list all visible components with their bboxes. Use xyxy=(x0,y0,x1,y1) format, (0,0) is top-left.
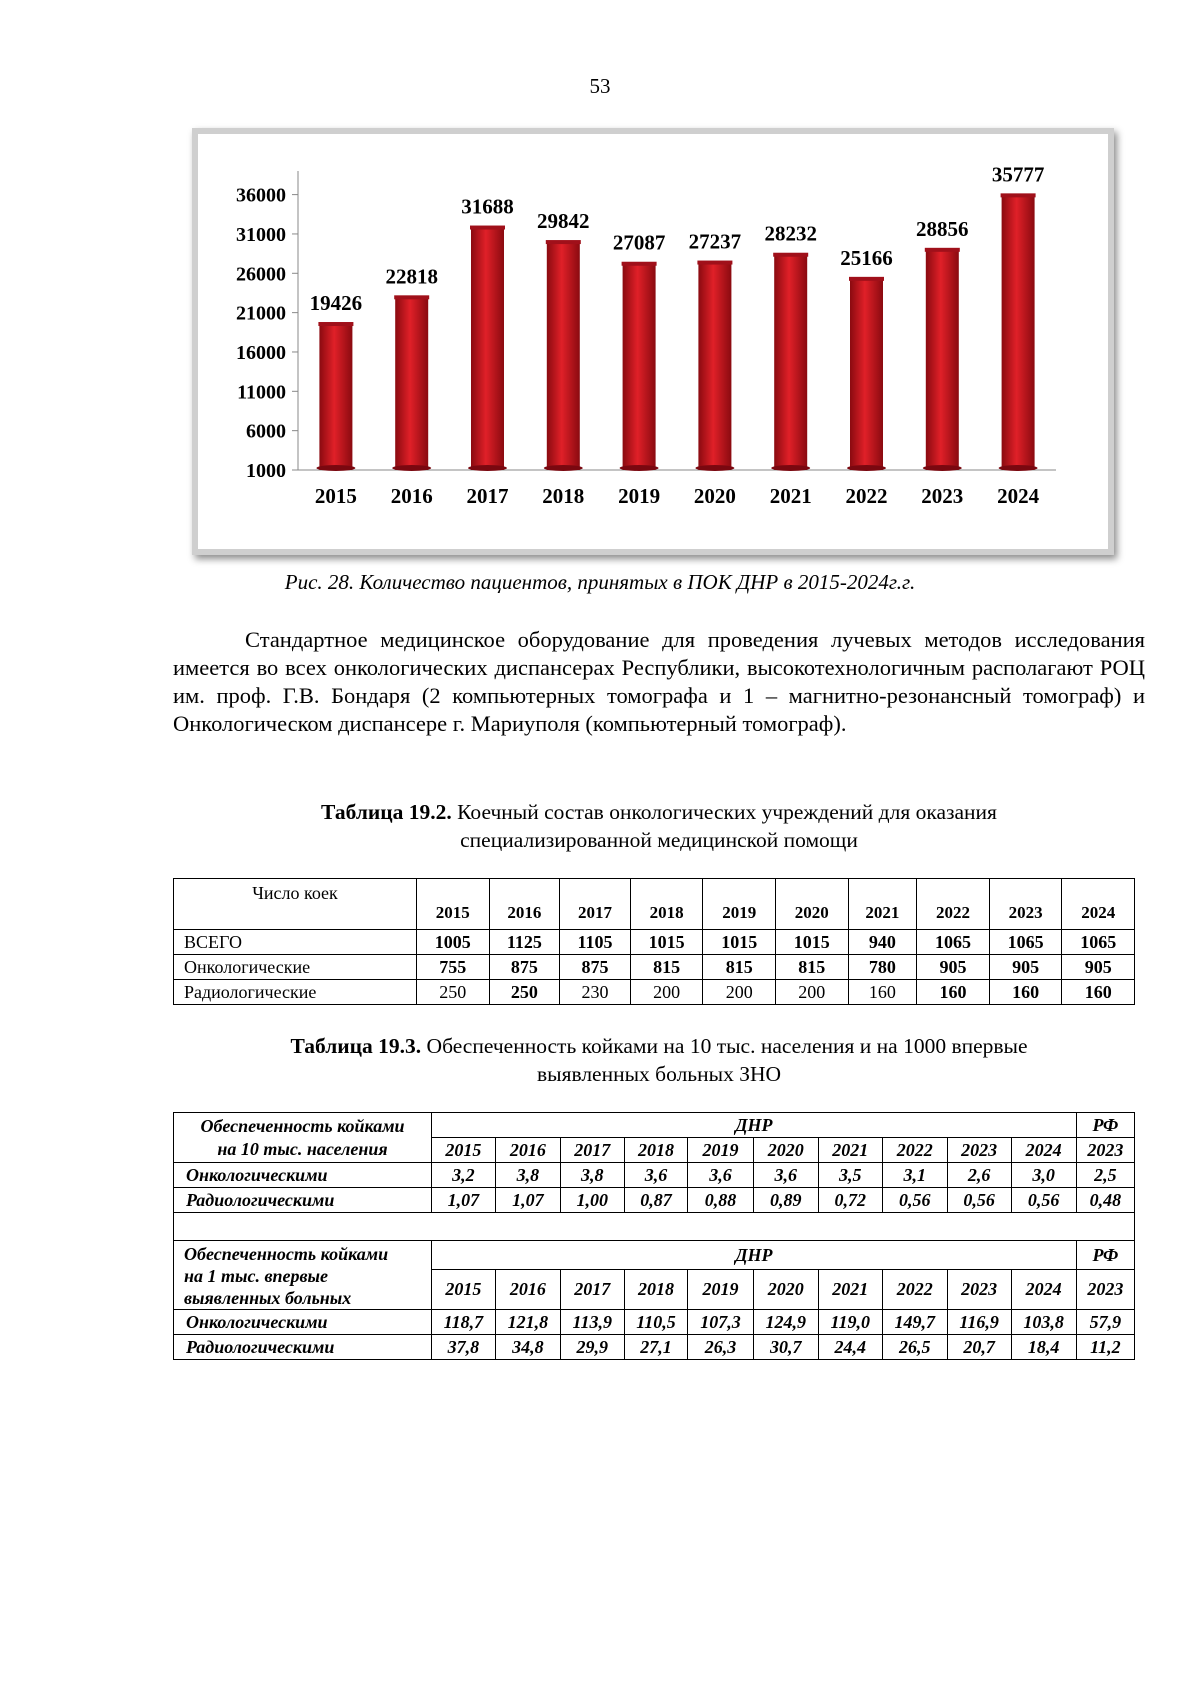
table-19-3-title-line1: Обеспеченность койками на 10 тыс. населения и на 1000 впервые xyxy=(421,1034,1028,1058)
value-cell: 755 xyxy=(417,955,490,980)
bar-base xyxy=(847,465,886,471)
value-cell: 3,6 xyxy=(753,1163,818,1188)
rf-header: РФ xyxy=(1076,1241,1134,1270)
value-cell: 0,56 xyxy=(947,1188,1011,1213)
value-cell: 3,6 xyxy=(624,1163,688,1188)
table-row xyxy=(174,1310,1135,1335)
row-label: ВСЕГО xyxy=(174,930,417,955)
table-row xyxy=(174,1188,1135,1213)
value-cell: 250 xyxy=(417,980,490,1005)
dnr-header: ДНР xyxy=(432,1113,1077,1138)
year-header: 2017 xyxy=(560,1138,624,1163)
value-cell: 0,89 xyxy=(753,1188,818,1213)
year-header: 2022 xyxy=(882,1270,947,1310)
value-cell: 200 xyxy=(703,980,776,1005)
bar-base xyxy=(392,465,431,471)
year-header: 2016 xyxy=(489,879,560,930)
rf-value-cell: 11,2 xyxy=(1076,1335,1134,1360)
rf-year-header: 2023 xyxy=(1076,1138,1134,1163)
group-label-line: на 10 тыс. населения xyxy=(217,1139,388,1159)
year-header: 2019 xyxy=(688,1270,753,1310)
bar xyxy=(547,243,580,470)
year-header: 2021 xyxy=(848,879,917,930)
value-cell: 815 xyxy=(630,955,703,980)
table-19-2-title xyxy=(173,798,1145,854)
value-cell: 18,4 xyxy=(1011,1335,1076,1360)
group-label-line: Обеспеченность койками xyxy=(184,1244,389,1264)
bar-base xyxy=(620,465,659,471)
bar-base xyxy=(316,465,355,471)
table-19-2-title-line1: Коечный состав онкологических учреждений для оказания xyxy=(451,800,997,824)
x-tick-label: 2018 xyxy=(542,484,585,508)
bar-cap xyxy=(470,226,505,230)
bar-cap xyxy=(773,253,808,257)
value-cell: 200 xyxy=(776,980,849,1005)
year-header: 2019 xyxy=(688,1138,753,1163)
year-header: 2017 xyxy=(560,1270,624,1310)
group-label xyxy=(174,1241,432,1310)
bar-value-label: 27087 xyxy=(612,230,666,255)
bar-cap xyxy=(622,262,657,266)
corner-header: Число коек xyxy=(174,879,417,930)
bar-value-label: 28856 xyxy=(916,216,969,241)
bar-base xyxy=(771,465,810,471)
x-tick-label: 2024 xyxy=(997,484,1040,508)
value-cell: 200 xyxy=(630,980,703,1005)
year-header: 2023 xyxy=(947,1138,1011,1163)
value-cell: 1,00 xyxy=(560,1188,624,1213)
value-cell: 905 xyxy=(917,955,990,980)
table-row xyxy=(174,955,1135,980)
year-header: 2022 xyxy=(917,879,990,930)
group-header-row xyxy=(174,1113,1135,1138)
bar-cap xyxy=(1001,193,1036,197)
patients-bar-chart xyxy=(192,128,1114,555)
table-row xyxy=(174,980,1135,1005)
value-cell: 1065 xyxy=(917,930,990,955)
x-tick-label: 2019 xyxy=(618,484,661,508)
value-cell: 815 xyxy=(776,955,849,980)
x-tick-label: 2015 xyxy=(314,484,357,508)
group-label-line: на 1 тыс. впервые xyxy=(184,1266,329,1286)
value-cell: 160 xyxy=(989,980,1062,1005)
bar xyxy=(471,229,504,470)
bar xyxy=(1002,196,1035,470)
table-header-row xyxy=(174,879,1135,930)
rf-header: РФ xyxy=(1076,1113,1134,1138)
value-cell: 113,9 xyxy=(560,1310,624,1335)
value-cell: 160 xyxy=(1062,980,1135,1005)
bar-value-label: 22818 xyxy=(385,264,438,289)
x-tick-label: 2017 xyxy=(466,484,509,508)
value-cell: 29,9 xyxy=(560,1335,624,1360)
table-row xyxy=(174,1163,1135,1188)
year-header: 2017 xyxy=(560,879,631,930)
value-cell: 3,0 xyxy=(1011,1163,1076,1188)
x-tick-label: 2020 xyxy=(693,484,736,508)
value-cell: 0,88 xyxy=(688,1188,753,1213)
value-cell: 230 xyxy=(560,980,631,1005)
table-19-3 xyxy=(173,1112,1135,1360)
x-tick-label: 2023 xyxy=(921,484,964,508)
value-cell: 0,56 xyxy=(882,1188,947,1213)
year-header: 2020 xyxy=(753,1270,818,1310)
spacer-row xyxy=(174,1213,1135,1241)
year-header: 2024 xyxy=(1062,879,1135,930)
bar xyxy=(395,298,428,470)
year-header: 2015 xyxy=(432,1270,496,1310)
rf-value-cell: 0,48 xyxy=(1076,1188,1134,1213)
value-cell: 116,9 xyxy=(947,1310,1011,1335)
value-cell: 26,5 xyxy=(882,1335,947,1360)
group-label-line: Обеспеченность койками xyxy=(200,1116,405,1136)
value-cell: 0,72 xyxy=(818,1188,882,1213)
table-row xyxy=(174,1335,1135,1360)
year-header: 2022 xyxy=(882,1138,947,1163)
value-cell: 1065 xyxy=(989,930,1062,955)
page-number: 53 xyxy=(589,74,611,98)
row-label: Онкологическими xyxy=(174,1310,432,1335)
value-cell: 815 xyxy=(703,955,776,980)
value-cell: 0,56 xyxy=(1011,1188,1076,1213)
value-cell: 3,5 xyxy=(818,1163,882,1188)
year-header: 2020 xyxy=(753,1138,818,1163)
table-19-2 xyxy=(173,878,1135,1005)
bar-base xyxy=(999,465,1038,471)
x-tick-label: 2021 xyxy=(769,484,812,508)
bar xyxy=(698,264,731,470)
value-cell: 0,87 xyxy=(624,1188,688,1213)
y-tick-label: 16000 xyxy=(236,341,286,364)
value-cell: 121,8 xyxy=(495,1310,560,1335)
group-label xyxy=(174,1113,432,1163)
value-cell: 1,07 xyxy=(432,1188,496,1213)
bar-value-label: 27237 xyxy=(688,229,742,254)
value-cell: 107,3 xyxy=(688,1310,753,1335)
table-19-2-number: Таблица 19.2. xyxy=(321,800,452,824)
value-cell: 1065 xyxy=(1062,930,1135,955)
value-cell: 118,7 xyxy=(432,1310,496,1335)
year-header: 2016 xyxy=(495,1138,560,1163)
bar-cap xyxy=(925,248,960,252)
year-header: 2018 xyxy=(624,1270,688,1310)
chart-canvas xyxy=(198,134,1108,549)
value-cell: 30,7 xyxy=(753,1335,818,1360)
y-tick-label: 26000 xyxy=(236,263,286,286)
value-cell: 1,07 xyxy=(495,1188,560,1213)
value-cell: 780 xyxy=(848,955,917,980)
x-tick-label: 2022 xyxy=(845,484,888,508)
group-header-row xyxy=(174,1241,1135,1270)
value-cell: 119,0 xyxy=(818,1310,882,1335)
y-tick-label: 11000 xyxy=(237,381,286,404)
table-19-2-title-line2: специализированной медицинской помощи xyxy=(460,828,858,852)
row-label: Радиологическими xyxy=(174,1188,432,1213)
y-tick-label: 1000 xyxy=(246,460,286,482)
value-cell: 110,5 xyxy=(624,1310,688,1335)
year-header: 2021 xyxy=(818,1138,882,1163)
bar-base xyxy=(923,465,962,471)
bar xyxy=(319,325,352,470)
bar-base xyxy=(468,465,507,471)
rf-value-cell: 57,9 xyxy=(1076,1310,1134,1335)
rf-value-cell: 2,5 xyxy=(1076,1163,1134,1188)
spacer-cell xyxy=(174,1213,1135,1241)
figure-caption: Рис. 28. Количество пациентов, принятых в ПОК ДНР в 2015-2024г.г. xyxy=(284,570,916,594)
bar-value-label: 25166 xyxy=(840,245,893,270)
row-label: Радиологическими xyxy=(174,1335,432,1360)
value-cell: 875 xyxy=(489,955,560,980)
value-cell: 3,8 xyxy=(560,1163,624,1188)
year-header: 2024 xyxy=(1011,1138,1076,1163)
value-cell: 3,6 xyxy=(688,1163,753,1188)
year-header: 2024 xyxy=(1011,1270,1076,1310)
value-cell: 1015 xyxy=(703,930,776,955)
value-cell: 103,8 xyxy=(1011,1310,1076,1335)
row-label: Онкологическими xyxy=(174,1163,432,1188)
year-header: 2020 xyxy=(776,879,849,930)
bar-value-label: 19426 xyxy=(309,291,363,316)
value-cell: 3,8 xyxy=(495,1163,560,1188)
year-header: 2023 xyxy=(947,1270,1011,1310)
value-cell: 940 xyxy=(848,930,917,955)
value-cell: 24,4 xyxy=(818,1335,882,1360)
value-cell: 905 xyxy=(989,955,1062,980)
value-cell: 27,1 xyxy=(624,1335,688,1360)
y-tick-label: 6000 xyxy=(246,420,286,443)
value-cell: 1015 xyxy=(630,930,703,955)
value-cell: 905 xyxy=(1062,955,1135,980)
bar xyxy=(926,251,959,470)
y-tick-label: 36000 xyxy=(236,184,286,207)
year-header: 2021 xyxy=(818,1270,882,1310)
body-paragraph: Стандартное медицинское оборудование для проведения лучевых методов исследования имеется во всех онкологических диспансерах Республики, высокотехнологичным располагают РОЦ им. проф. Г.В. Бондаря (2 компьютерных томографа и 1 – магнитно-резонансный томограф) и Онкологическом диспансере г. Мариуполя (компьютерный томограф). xyxy=(173,627,1145,736)
year-header: 2015 xyxy=(417,879,490,930)
bar xyxy=(774,256,807,470)
bar-cap xyxy=(697,261,732,265)
year-header: 2016 xyxy=(495,1270,560,1310)
group-label-line: выявленных больных xyxy=(184,1288,352,1308)
bar xyxy=(850,280,883,470)
year-header: 2015 xyxy=(432,1138,496,1163)
bar-value-label: 35777 xyxy=(991,162,1045,187)
bar-base xyxy=(544,465,583,471)
y-tick-label: 31000 xyxy=(236,223,286,246)
bar-cap xyxy=(849,277,884,281)
bar-cap xyxy=(546,240,581,244)
value-cell: 875 xyxy=(560,955,631,980)
value-cell: 2,6 xyxy=(947,1163,1011,1188)
bar-cap xyxy=(394,295,429,299)
bar-base xyxy=(695,465,734,471)
bar-value-label: 29842 xyxy=(537,209,590,234)
y-tick-label: 21000 xyxy=(236,302,286,325)
value-cell: 20,7 xyxy=(947,1335,1011,1360)
value-cell: 250 xyxy=(489,980,560,1005)
table-19-3-title-line2: выявленных больных ЗНО xyxy=(536,1062,782,1086)
year-header: 2019 xyxy=(703,879,776,930)
value-cell: 1125 xyxy=(489,930,560,955)
bar-value-label: 31688 xyxy=(461,194,514,219)
dnr-header: ДНР xyxy=(432,1241,1077,1270)
value-cell: 34,8 xyxy=(495,1335,560,1360)
value-cell: 3,2 xyxy=(432,1163,496,1188)
value-cell: 37,8 xyxy=(432,1335,496,1360)
row-label: Радиологические xyxy=(174,980,417,1005)
year-header: 2018 xyxy=(624,1138,688,1163)
bar-value-label: 28232 xyxy=(764,221,817,246)
bar xyxy=(623,265,656,470)
bar-cap xyxy=(318,322,353,326)
value-cell: 160 xyxy=(848,980,917,1005)
value-cell: 1105 xyxy=(560,930,631,955)
row-label: Онкологические xyxy=(174,955,417,980)
value-cell: 1005 xyxy=(417,930,490,955)
value-cell: 160 xyxy=(917,980,990,1005)
value-cell: 149,7 xyxy=(882,1310,947,1335)
value-cell: 3,1 xyxy=(882,1163,947,1188)
value-cell: 1015 xyxy=(776,930,849,955)
x-tick-label: 2016 xyxy=(390,484,433,508)
value-cell: 26,3 xyxy=(688,1335,753,1360)
table-19-3-number: Таблица 19.3. xyxy=(290,1034,422,1058)
table-row xyxy=(174,930,1135,955)
year-header: 2018 xyxy=(630,879,703,930)
value-cell: 124,9 xyxy=(753,1310,818,1335)
year-header: 2023 xyxy=(989,879,1062,930)
table-19-3-title xyxy=(173,1032,1145,1088)
rf-year-header: 2023 xyxy=(1076,1270,1134,1310)
